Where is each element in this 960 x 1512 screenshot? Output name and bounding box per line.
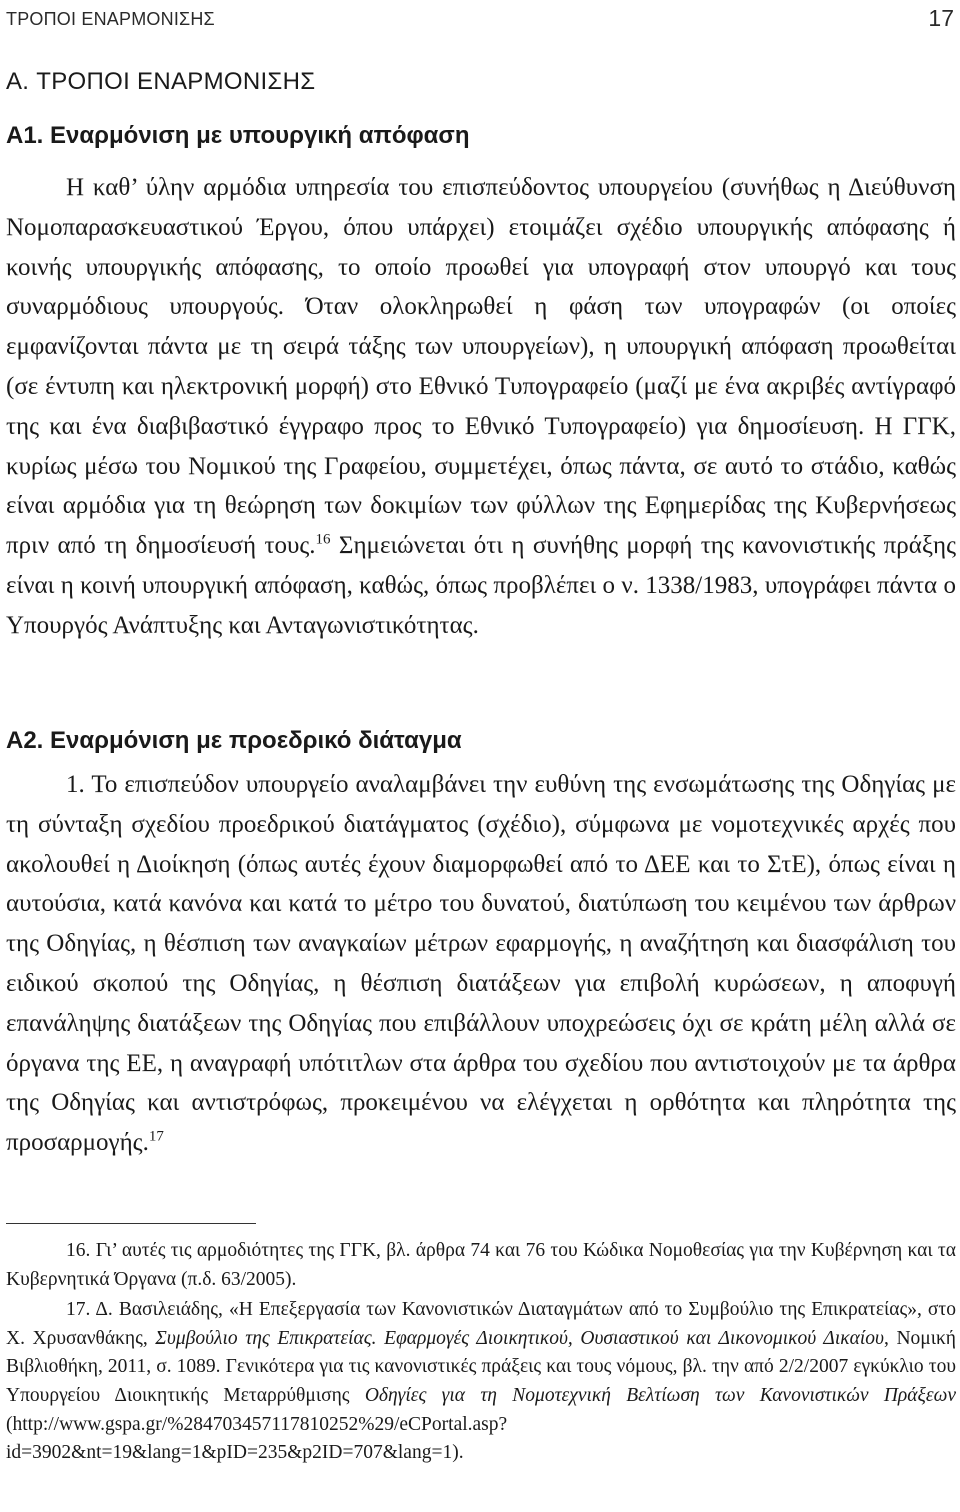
footnote-circular-title: Οδηγίες για τη Νομοτεχνική Βελτίωση των Κανονιστικών Πράξεων (364, 1384, 956, 1406)
footnote-url-text[interactable]: (http://www.gspa.gr/%2847034571178102​52%29/eCPortal.asp?id=3902&nt=19&lang=1&pID=235&p2ID=707&lang=1). (6, 1413, 508, 1464)
paragraph-a2 (6, 765, 956, 1163)
paragraph-a1-text-cont: Σημειώνεται ότι η συνήθης μορφή της κανονιστικής πράξης είναι η κοινή υπουργική απόφαση, καθώς, όπως προβλέπει ο ν. 1338/1983, υπογράφει πάντα ο Υπουργός Ανάπτυξης και Ανταγωνιστικότητας. (6, 532, 956, 639)
section-title: A. ΤΡΟΠΟΙ ΕΝΑΡΜΟΝΙΣΗΣ (6, 68, 316, 95)
footnote-text: , Νομική Βιβλιοθήκη, 2011, σ. 1089. Γενικότερα για τις κανονιστικές πράξεις και τους νόμους, βλ. την από 2/2/2007 εγκύκλιο του Υπουργείου Διοικητικής Μεταρρύθμισης (6, 1327, 957, 1406)
subsection-heading-a1: Α1. Εναρμόνιση με υπουργική απόφαση (6, 122, 470, 149)
paragraph-a2-text: 1. Το επισπεύδον υπουργείο αναλαμβάνει την ευθύνη της ενσωμάτωσης της Οδηγίας με τη σύνταξη σχεδίου προεδρικού διατάγματος (σχέδιο), σύμφωνα με νομοτεχνικές αρχές που ακολουθεί η Διοίκηση (όπως αυτές έχουν διαμορφωθεί από το ΔΕΕ και το ΣτΕ), όπως είναι η αυτούσια, κατά κανόνα και κατά το μέτρο του δυνατού, διατύπωση του κειμένου των άρθρων της Οδηγίας, η θέσπιση των αναγκαίων μέτρων εφαρμογής, η αναζήτηση και διασφάλιση του ειδικού σκοπού της Οδηγίας, η θέσπιση διατάξεων για επιβολή κυρώσεων, η αποφυγή επανάληψης διατάξεων της Οδηγίας που επιβάλλουν υποχρεώσεις όχι σε κράτη μέλη αλλά σε όργανα της ΕΕ, η αναγραφή υπότιτλων στα άρθρα του σχεδίου που αντιστοιχούν με τα άρθρα της Οδηγίας και αντιστρόφως, προκειμένου να ελέγχεται η ορθότητα και πληρότητα της προσαρμογής. (6, 771, 956, 1157)
footnote-text: Δ. Βασιλειάδης, «Η Επεξεργασία των Κανονιστικών Διαταγμάτων από το Συμβούλιο της Επικρατείας», στο Χ. Χρυσανθάκης, (6, 1299, 956, 1349)
footnote-text: Γι’ αυτές τις αρμοδιότητες της ΓΓΚ, βλ. άρθρα 74 και 76 του Κώδικα Νομοθεσίας για την Κυβέρνηση και τα Κυβερνητικά Όργανα (π.δ. 63/2005). (6, 1240, 956, 1290)
footnote-number: 17. (66, 1299, 91, 1321)
footnote-16 (6, 1237, 956, 1294)
footnotes (6, 1237, 956, 1470)
running-title: ΤΡΟΠΟΙ ΕΝΑΡΜΟΝΙΣΗΣ (6, 9, 215, 29)
paragraph-a1 (6, 168, 956, 646)
footnote-ref-16[interactable]: 16 (315, 531, 331, 548)
footnote-ref-17[interactable]: 17 (148, 1128, 164, 1145)
paragraph-a1-text: Η καθ’ ύλην αρμόδια υπηρεσία του επισπεύδοντος υπουργείου (συνήθως η Διεύθυνση Νομοπαρασκευαστικού Έργου, όπου υπάρχει) ετοιμάζει σχέδιο υπουργικής απόφασης ή κοινής υπουργικής απόφασης, το οποίο προωθεί για υπογραφή στον υπουργό και τους συναρμόδιους υπουργούς. Όταν ολοκληρωθεί η φάση των υπογραφών (οι οποίες εμφανίζονται πάντα με τη σειρά τάξης των υπουργείων), η υπουργική απόφαση προωθείται (σε έντυπη και ηλεκτρονική μορφή) στο Εθνικό Τυπογραφείο (μαζί με ένα ακριβές αντίγραφό της και ένα διαβιβαστικό έγγραφο προς το Εθνικό Τυπογραφείο) για δημοσίευση. Η ΓΓΚ, κυρίως μέσω του Νομικού της Γραφείου, συμμετέχει, όπως πάντα, σε αυτό το στάδιο, καθώς είναι αρμόδια για τη θεώρηση των δοκιμίων των φύλλων της Εφημερίδας της Κυβερνήσεως πριν από τη δημοσίευσή τους. (6, 174, 956, 560)
subsection-heading-a2: Α2. Εναρμόνιση με προεδρικό διάταγμα (6, 727, 462, 754)
footnote-divider (6, 1223, 256, 1224)
footnote-17 (6, 1296, 956, 1468)
page-number: 17 (928, 5, 954, 31)
footnote-number: 16. (66, 1240, 91, 1261)
footnote-book-title: Συμβούλιο της Επικρατείας. Εφαρμογές Διοικητικού, Ουσιαστικού και Δικονομικού Δικαίου (155, 1327, 884, 1349)
